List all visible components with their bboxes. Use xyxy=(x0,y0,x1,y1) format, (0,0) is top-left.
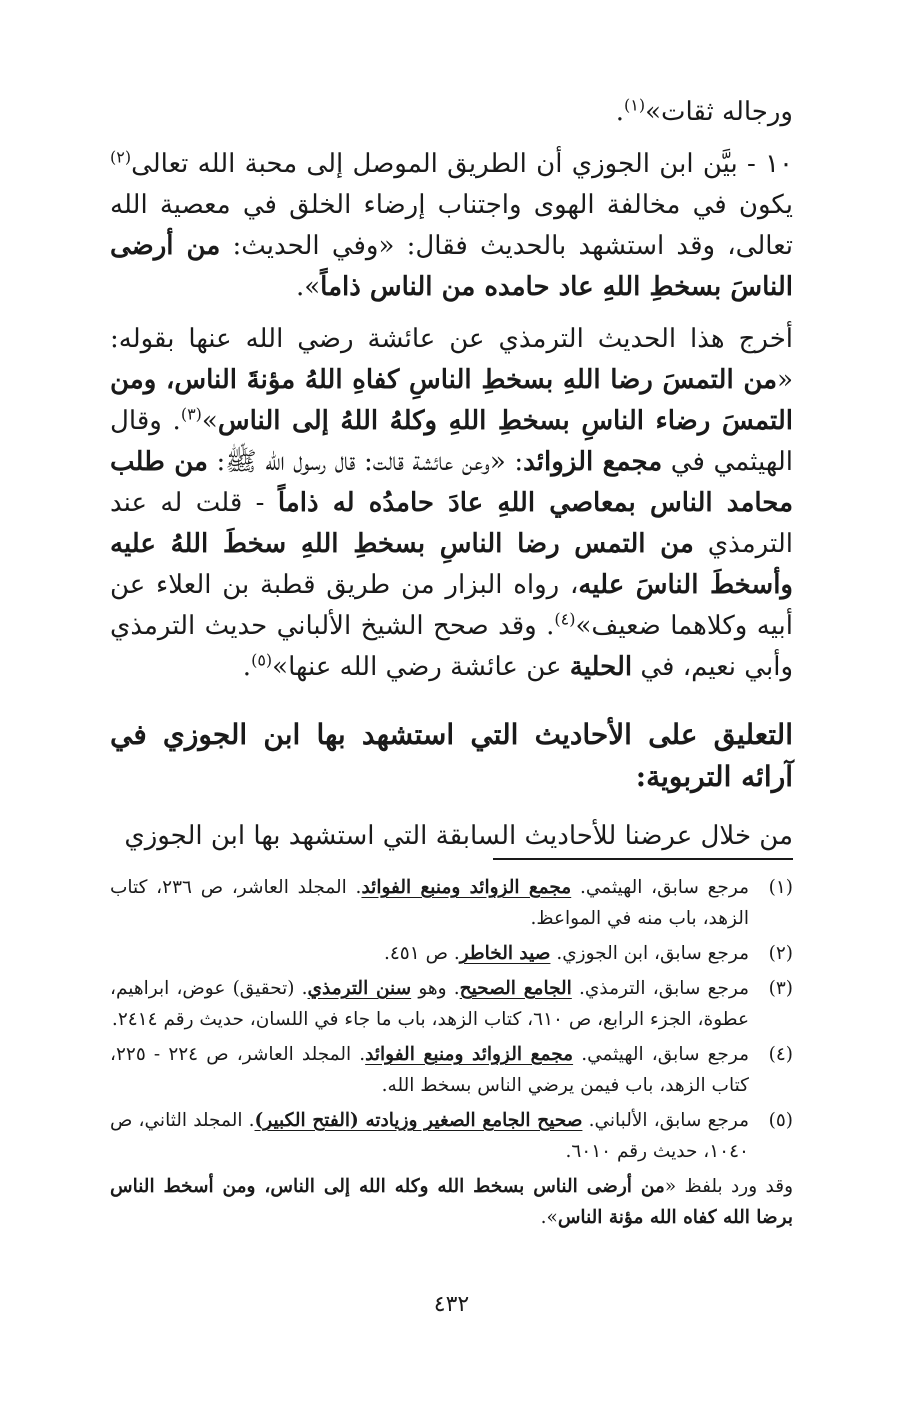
footnote-2 xyxy=(110,938,793,969)
book-title: سنن الترمذي xyxy=(307,978,412,999)
book-title-majma: مجمع الزوائد xyxy=(523,447,663,477)
hadith-quote: من أرضى الناسَ بسخطِ اللهِ عاد حامده من الناس ذاماً xyxy=(110,231,793,302)
footnote-text: مرجع سابق، الألباني. صحيح الجامع الصغير وزيادته (الفتح الكبير). المجلد الثاني، ص ١٠٤٠، حديث رقم ٦٠١٠. xyxy=(110,1110,749,1162)
footnote-divider xyxy=(493,858,793,860)
footnote-4 xyxy=(110,1039,793,1101)
footnote-text: مرجع سابق، الترمذي. الجامع الصحيح. وهو سنن الترمذي. (تحقيق) عوض، ابراهيم، عطوة، الجزء الرابع، ص ٦١٠، كتاب الزهد، باب ما جاء في اللسان، حديث رقم ٢٤١٤. xyxy=(110,978,750,1030)
footnote-1 xyxy=(110,872,793,934)
footnotes xyxy=(110,858,793,1233)
footnote-3 xyxy=(110,973,793,1035)
footnote-ref-4: (٤) xyxy=(554,609,576,629)
book-title: الجامع الصحيح xyxy=(459,978,572,999)
footnote-ref-3: (٣) xyxy=(180,404,202,424)
hadith-quote-tirmidhi: من التمسَ رضا اللهِ بسخطِ الناسِ كفاهِ اللهُ مؤنةَ الناس، ومن التمسَ رضاء الناسِ بسخطِ اللهِ وكلهُ اللهُ إلى الناس xyxy=(110,365,794,436)
hadith-quote-tirmidhi-2: من التمس رضا الناسِ بسخطِ اللهِ سخطَ اللهُ عليه وأسخطَ الناسَ عليه xyxy=(110,529,793,600)
book-title: صحيح الجامع الصغير وزيادته (الفتح الكبير) xyxy=(254,1110,583,1131)
footnote-number: (٣) xyxy=(768,978,793,999)
book-title: صيد الخاطر xyxy=(459,943,551,964)
hadith-wording: من أرضى الناس بسخط الله وكله الله إلى الناس، ومن أسخط الناس برضا الله كفاه الله مؤنة الناس xyxy=(110,1176,793,1228)
footnote-ref-5: (٥) xyxy=(251,650,273,670)
section-heading: التعليق على الأحاديث التي استشهد بها ابن الجوزي في آرائه التربوية: xyxy=(110,718,793,793)
paragraph-10: ١٠ - بيَّن ابن الجوزي أن الطريق الموصل إلى محبة الله تعالى$^{(٢)}$ يكون في مخالفة الهوى واجتناب إرضاء الخلق في معصية الله تعالى، وقد استشهد بالحديث فقال: «وفي الحديث: من أرضى الناسَ بسخطِ اللهِ عاد حامده من الناس ذاماً». xyxy=(110,147,793,302)
book-title: مجمع الزوائد ومنبع الفوائد xyxy=(365,1044,574,1065)
paragraph-commentary: من خلال عرضنا للأحاديث السابقة التي استشهد بها ابن الجوزي xyxy=(124,821,793,851)
footnote-number: (٤) xyxy=(768,1044,793,1065)
footnote-ref-1: (١) xyxy=(623,95,646,115)
footnote-number: (١) xyxy=(768,877,793,898)
footnote-5 xyxy=(110,1105,793,1167)
footnote-5-continuation: وقد ورد بلفظ «من أرضى الناس بسخط الله وكله الله إلى الناس، ومن أسخط الناس برضا الله كفاه الله مؤنة الناس». xyxy=(110,1176,794,1228)
footnote-text: مرجع سابق، الهيثمي. مجمع الزوائد ومنبع الفوائد. المجلد العاشر، ص ٢٣٦، كتاب الزهد، باب منه في المواعظ. xyxy=(110,877,749,929)
footnote-text: مرجع سابق، ابن الجوزي. صيد الخاطر. ص ٤٥١. xyxy=(383,943,749,964)
book-title: مجمع الزوائد ومنبع الفوائد xyxy=(361,877,572,898)
footnote-number: (٢) xyxy=(768,943,793,964)
hadith-quote-aisha: من طلب محامد الناس بمعاصي اللهِ عادَ حامدُه له ذاماً xyxy=(110,447,794,518)
footnote-ref-2: (٢) xyxy=(110,147,132,167)
page-number: ٤٣٢ xyxy=(433,1292,470,1317)
paragraph-continuation: ورجاله ثقات»$^{(١)}$. xyxy=(615,95,793,127)
footnote-number: (٥) xyxy=(768,1110,793,1131)
book-title-hilya: الحلية xyxy=(569,652,633,682)
footnote-text: مرجع سابق، الهيثمي. مجمع الزوائد ومنبع الفوائد. المجلد العاشر، ص ٢٢٤ - ٢٢٥، كتاب الزهد، باب فيمن يرضي الناس بسخط الله. xyxy=(110,1044,749,1096)
paragraph-hadith-sources: أخرج هذا الحديث الترمذي عن عائشة رضي الله عنها بقوله: «من التمسَ رضا اللهِ بسخطِ الناسِ كفاهِ اللهُ مؤنةَ الناس، ومن التمسَ رضاء الناسِ بسخطِ اللهِ وكلهُ اللهُ إلى الناس»$^{(٣)}$. وقال الهيثمي في مجمع الزوائد: «وعن عائشة قالت: قال رسول الله ﷺ: من طلب محامد الناس بمعاصي اللهِ عادَ حامدُه له ذاماً - قلت له عند الترمذي من التمس رضا الناسِ بسخطِ اللهِ سخطَ اللهُ عليه وأسخطَ الناسَ عليه، رواه البزار من طريق قطبة بن العلاء عن أبيه وكلاهما ضعيف»$^{(٤)}$. وقد صحح الشيخ الألباني حديث الترمذي وأبي نعيم، في الحلية عن عائشة رضي الله عنها»$^{(٥)}$. xyxy=(110,324,794,682)
main-text xyxy=(110,92,793,868)
